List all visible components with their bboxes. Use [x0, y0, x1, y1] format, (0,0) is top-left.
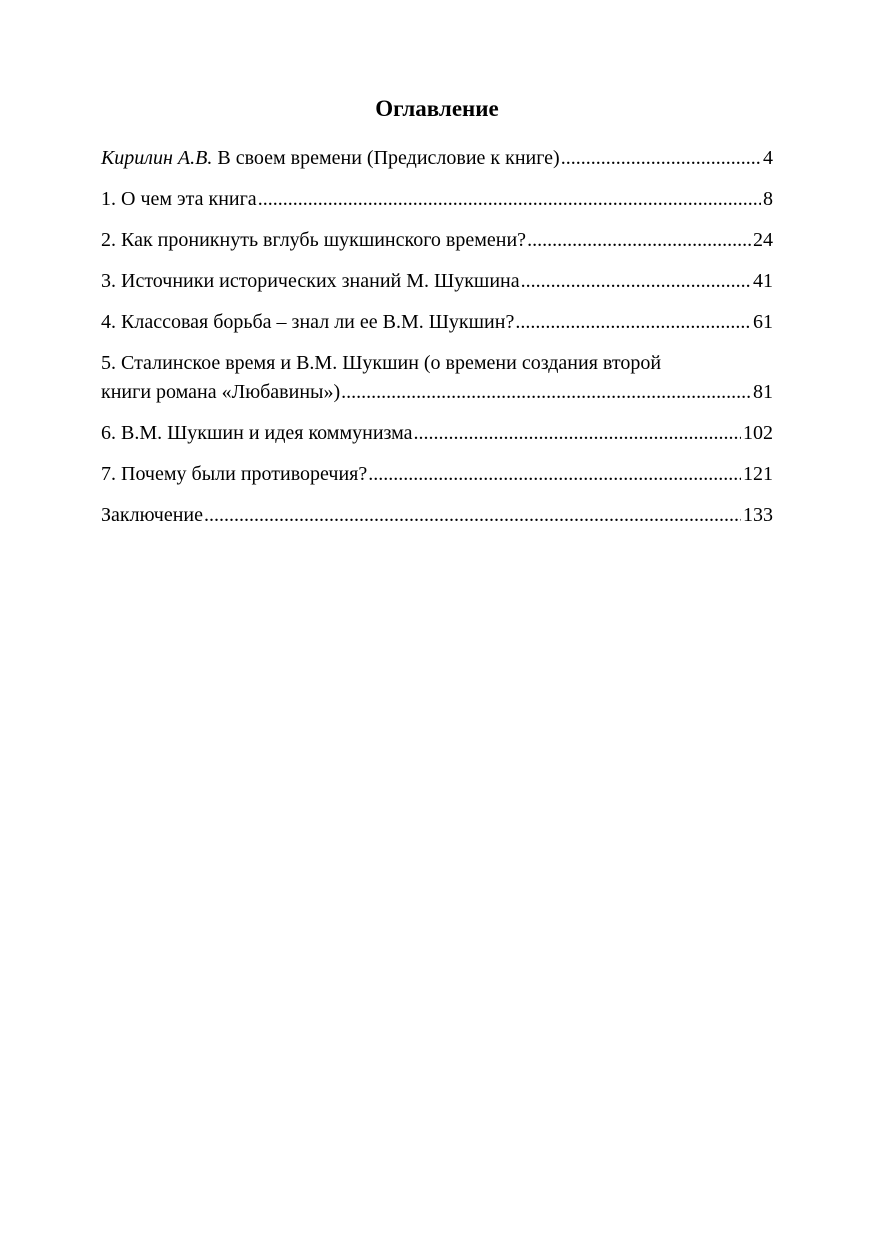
toc-entry-chapter-6[interactable] — [101, 419, 773, 448]
toc-page-number: 61 — [753, 311, 773, 333]
toc-entry-text: 7. Почему были противоречия? — [101, 463, 368, 485]
dot-leader — [258, 185, 761, 214]
toc-entry-text: Заключение — [101, 504, 203, 526]
toc-entry-label — [101, 144, 560, 173]
toc-page-number: 121 — [743, 463, 773, 485]
toc-page-number: 102 — [743, 422, 773, 444]
toc-entry-text: 2. Как проникнуть вглубь шукшинского времени? — [101, 229, 527, 251]
toc-entry-chapter-2[interactable] — [101, 226, 773, 255]
toc-entry-author: Кирилин А.В. — [101, 147, 213, 169]
toc-entry-text: 1. О чем эта книга — [101, 188, 257, 210]
dot-leader — [561, 144, 761, 173]
toc-page-number: 41 — [753, 270, 773, 292]
toc-page-number: 81 — [753, 381, 773, 403]
toc-entry-conclusion[interactable] — [101, 501, 773, 530]
table-of-contents — [101, 144, 773, 542]
dot-leader — [368, 460, 741, 489]
page-title: Оглавление — [375, 96, 499, 121]
toc-page-number: 24 — [753, 229, 773, 251]
toc-page-number: 8 — [763, 188, 773, 210]
toc-entry-preface[interactable] — [101, 144, 773, 173]
toc-entry-chapter-5[interactable] — [101, 349, 773, 407]
toc-entry-chapter-7[interactable] — [101, 460, 773, 489]
toc-entry-text-line1: 5. Сталинское время и В.М. Шукшин (о времени создания второй — [101, 352, 662, 374]
dot-leader — [204, 501, 741, 530]
toc-entry-text: 3. Источники исторических знаний М. Шукшина — [101, 270, 520, 292]
toc-entry-chapter-4[interactable] — [101, 308, 773, 337]
toc-entry-text: В своем времени (Предисловие к книге) — [212, 147, 560, 169]
toc-page-number: 133 — [743, 504, 773, 526]
dot-leader — [341, 378, 751, 407]
dot-leader — [521, 267, 751, 296]
toc-entry-text: 4. Классовая борьба – знал ли ее В.М. Шукшин? — [101, 311, 515, 333]
toc-page-number: 4 — [763, 147, 773, 169]
toc-entry-line2 — [101, 378, 773, 407]
toc-entry-text-line2: книги романа «Любавины») — [101, 381, 341, 403]
dot-leader — [414, 419, 741, 448]
toc-entry-chapter-1[interactable] — [101, 185, 773, 214]
dot-leader — [527, 226, 751, 255]
dot-leader — [515, 308, 751, 337]
toc-entry-text: 6. В.М. Шукшин и идея коммунизма — [101, 422, 413, 444]
toc-entry-chapter-3[interactable] — [101, 267, 773, 296]
